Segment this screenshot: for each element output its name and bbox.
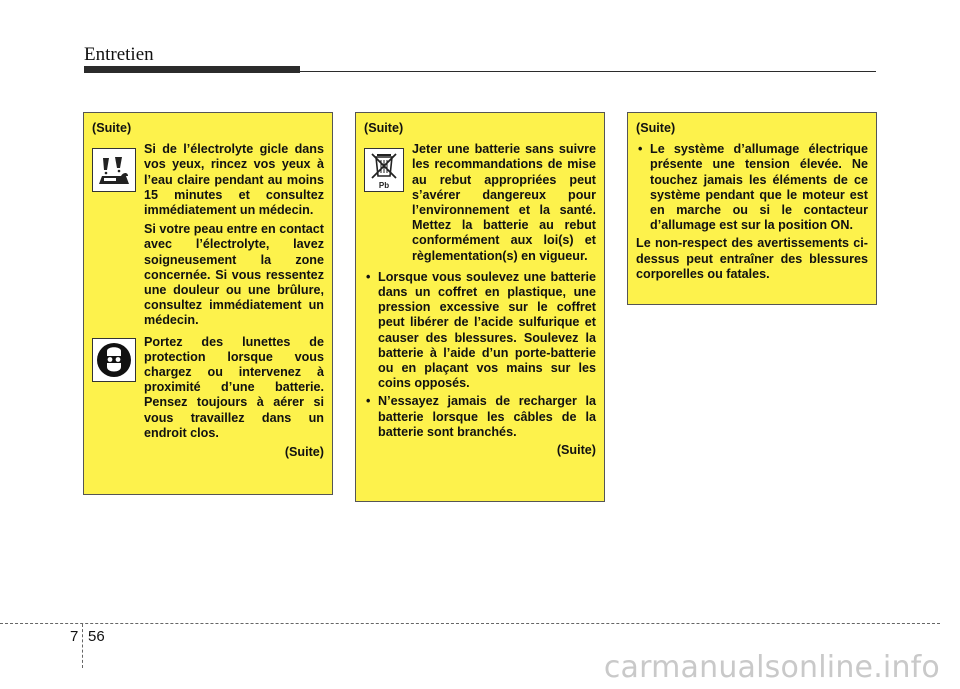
warning-panel-electrolyte: [83, 112, 333, 495]
panel-continued-label: (Suite): [284, 445, 324, 460]
safety-goggles-icon: [92, 338, 136, 382]
header-rule-thin: [84, 71, 876, 72]
page-number: 56: [88, 628, 105, 645]
electrolyte-eyes-text: Si de l’électrolyte gicle dans vos yeux, rincez vos yeux à l’eau claire pendant au moins 15 minutes et consultez immédiatement un médecin.: [144, 142, 324, 218]
goggles-text: Portez des lunettes de protection lorsque vous chargez ou intervenez à proximité d’une batterie. Pensez toujours à aérer si vous travaillez dans un endroit clos.: [144, 334, 324, 440]
panel-heading: (Suite): [92, 121, 132, 135]
injury-warning-text: Le non-respect des avertissements ci-dessus peut entraîner des blessures corporelles ou fatales.: [636, 236, 868, 281]
footer-divider: [82, 624, 83, 668]
warning-panel-ignition: [627, 112, 877, 305]
lead-symbol-label: Pb: [378, 181, 390, 191]
ignition-warning-list: [636, 142, 868, 233]
chapter-number: 7: [70, 628, 79, 645]
panel-heading: (Suite): [636, 121, 676, 135]
list-item: • Lorsque vous soulevez une batterie dans un coffret en plastique, une pression excessive sur le coffret peut libérer de l’acide sulfurique et causer des blessures. Soulevez la batterie à l’aide d’un porte-batterie ou en plaçant vos mains sur les coins opposés.: [366, 269, 596, 391]
panel-continued-label: (Suite): [556, 443, 596, 458]
crossed-bin-icon: [364, 148, 404, 192]
disposal-text: Jeter une batterie sans suivre les recommandations de mise au rebut appropriées peut s’avérer dangereux pour l’environnement et la santé. Mettez la batterie au rebut conformément aux loi(s) et règlementation(s) en vigueur.: [412, 142, 596, 263]
list-item: • N’essayez jamais de recharger la batterie lorsque les câbles de la batterie sont branchés.: [366, 394, 596, 439]
footer-rule: [0, 623, 940, 624]
warning-panel-disposal: [355, 112, 605, 502]
watermark-text: carmanualsonline.info: [603, 650, 940, 685]
list-item: • Le système d’allumage électrique présente une tension élevée. Ne touchez jamais les éléments de ce système pendant que le moteur est en marche ou si le contacteur d’allumage est sur la position ON.: [638, 142, 868, 233]
page-header-title: Entretien: [84, 44, 154, 65]
corrosive-hazard-icon: [92, 148, 136, 192]
electrolyte-skin-text: Si votre peau entre en contact avec l’électrolyte, lavez soigneusement la zone concernée. Si vous ressentez une douleur ou une brûlure, consultez immédiatement un médecin.: [144, 222, 324, 328]
panel-heading: (Suite): [364, 121, 404, 135]
battery-handling-list: [364, 270, 596, 440]
